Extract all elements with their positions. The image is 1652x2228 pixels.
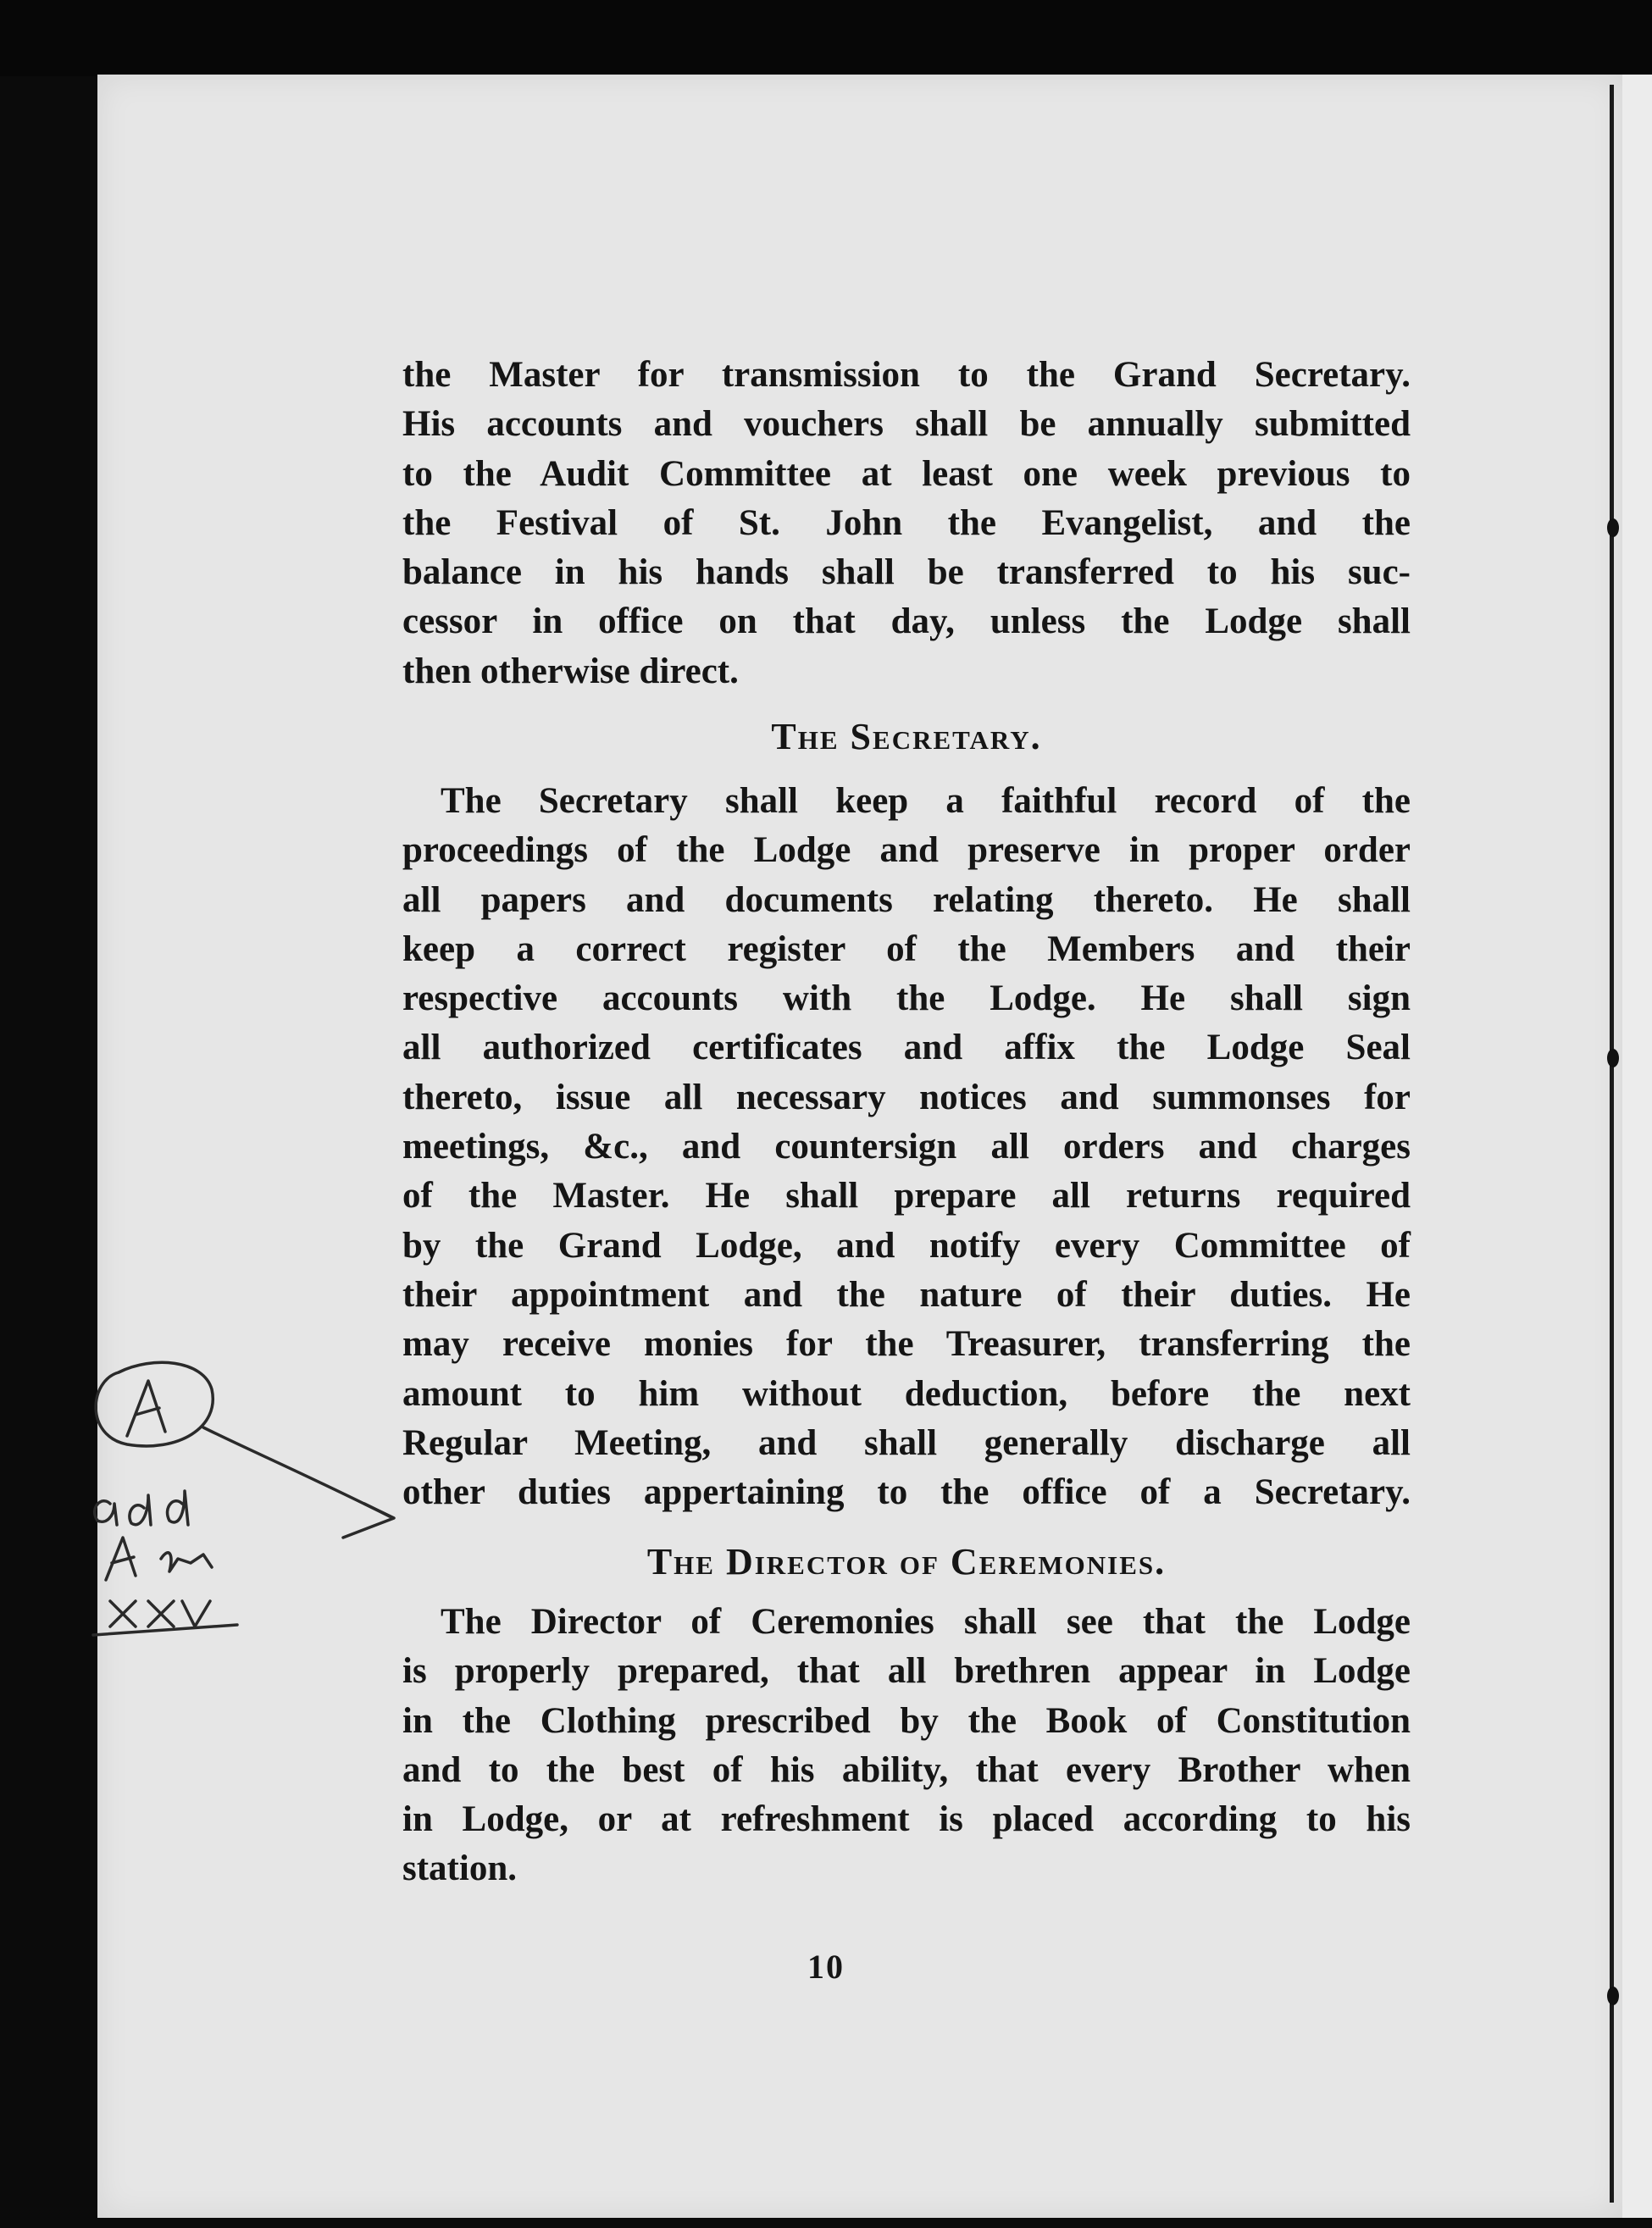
text-line: amount to him without deduction, before the next <box>402 1373 1411 1414</box>
text-line: cessor in office on that day, unless the Lodge shall <box>402 601 1411 642</box>
page-number: 10 <box>807 1948 845 1986</box>
binding-mark <box>1607 1987 1619 2005</box>
text-line: their appointment and the nature of their duties. He <box>402 1274 1411 1315</box>
text-line: all authorized certificates and affix the Lodge Seal <box>402 1028 1411 1068</box>
text-line: in the Clothing prescribed by the Book of Constitution <box>402 1700 1411 1741</box>
text-line: The Secretary shall keep a faithful record of the <box>441 781 1411 821</box>
binding-mark <box>1607 518 1619 537</box>
text-line: the Master for transmission to the Grand Secretary. <box>402 355 1411 395</box>
section-heading-secretary: The Secretary. <box>771 716 1042 757</box>
text-line: other duties appertaining to the office of a Secretary. <box>402 1472 1411 1513</box>
scan-border-top <box>0 0 1652 76</box>
text-line: to the Audit Committee at least one week previous to <box>402 453 1411 494</box>
binding-mark <box>1607 1049 1619 1067</box>
text-line: the Festival of St. John the Evangelist, and the <box>402 502 1411 543</box>
text-line: thereto, issue all necessary notices and summonses for <box>402 1077 1411 1117</box>
treasurer-paragraph <box>402 351 1411 696</box>
adjacent-page-edge <box>1622 75 1652 2218</box>
text-line: is properly prepared, that all brethren appear in Lodge <box>402 1651 1411 1692</box>
handwritten-annotation <box>85 1355 424 1677</box>
text-line: all papers and documents relating thereto. He shall <box>402 879 1411 920</box>
text-line: may receive monies for the Treasurer, transferring the <box>402 1324 1411 1365</box>
section-heading-director: The Director of Ceremonies. <box>646 1541 1167 1582</box>
text-line: The Director of Ceremonies shall see that the Lodge <box>441 1602 1411 1642</box>
text-line: of the Master. He shall prepare all returns required <box>402 1176 1411 1217</box>
text-line: Regular Meeting, and shall generally discharge all <box>402 1422 1411 1463</box>
text-line: in Lodge, or at refreshment is placed according to his <box>402 1799 1411 1840</box>
text-line: station. <box>402 1848 517 1889</box>
text-line: His accounts and vouchers shall be annually submitted <box>402 404 1411 445</box>
director-paragraph <box>402 1598 1411 1894</box>
secretary-paragraph <box>402 777 1411 1517</box>
binding-edge <box>1610 85 1614 2203</box>
text-line: and to the best of his ability, that every Brother when <box>402 1749 1411 1790</box>
text-line: keep a correct register of the Members and their <box>402 928 1411 969</box>
text-line: respective accounts with the Lodge. He shall sign <box>402 978 1411 1019</box>
text-line: by the Grand Lodge, and notify every Committee of <box>402 1225 1411 1266</box>
text-line: meetings, &c., and countersign all orders and charges <box>402 1127 1411 1167</box>
text-line: balance in his hands shall be transferred to his suc- <box>402 552 1411 593</box>
text-line: then otherwise direct. <box>402 651 739 691</box>
text-line: proceedings of the Lodge and preserve in proper order <box>402 830 1411 871</box>
